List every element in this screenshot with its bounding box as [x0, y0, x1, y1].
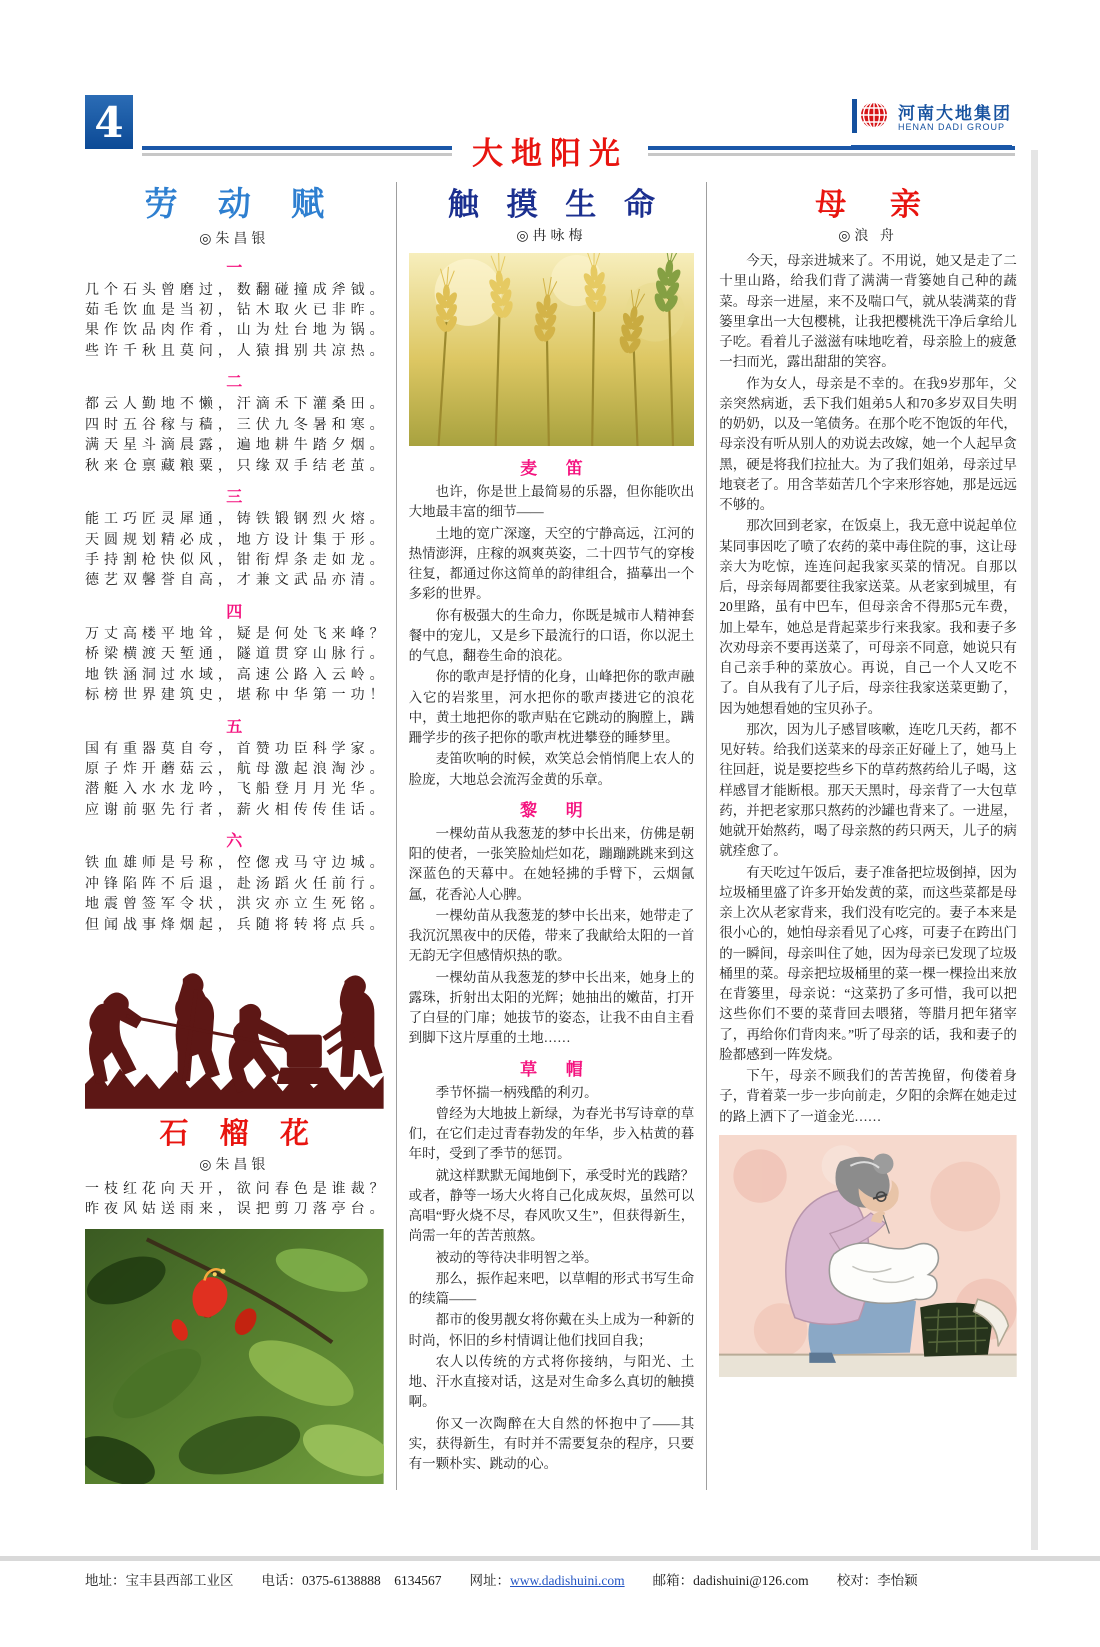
- poem-line: 天圆规划精必成，地方设计集于形。: [85, 532, 384, 548]
- poem-lines: [85, 395, 384, 477]
- section-heading: 麦 笛: [520, 459, 595, 479]
- paragraph: 一棵幼苗从我葱茏的梦中长出来，仿佛是朝阳的使者，一张笑脸灿烂如花，蹦蹦跳跳来到这深蓝色的天幕中。在她轻拂的手臂下，云烟氤氲，花香沁人心脾。: [408, 825, 695, 902]
- poem-line: 一枝红花向天开，欲问春色是谁裁？: [85, 1181, 384, 1197]
- poem-line: 能工巧匠灵犀通，铸铁锻钢烈火熔。: [85, 512, 384, 528]
- mother-sewing-illustration: [719, 1135, 1017, 1377]
- poem-line: 秋来仓禀藏粮粟，只缘双手结老茧。: [85, 458, 384, 474]
- labor-woodcut-illustration: [85, 944, 384, 1109]
- poem-line: 应谢前驱先行者，薪火相传传佳话。: [85, 802, 384, 818]
- section-number: 四: [226, 603, 243, 621]
- footer-divider: [0, 1556, 1100, 1561]
- poem-line: 冲锋陷阵不后退，赴汤蹈火任前行。: [85, 876, 384, 892]
- section-heading: 草 帽: [520, 1059, 595, 1079]
- section-number: 一: [226, 259, 243, 277]
- paragraph: 被动的等待决非明智之举。: [435, 1249, 598, 1265]
- poem-line: 果作饮品肉作肴，山为灶台地为锅。: [85, 323, 384, 339]
- poem-section-6: [85, 828, 384, 936]
- section-number: 六: [226, 833, 243, 851]
- paragraph: 你的歌声是抒情的化身，山峰把你的歌声融入它的岩浆里，河水把你的歌声搂进它的浪花中，黄土地把你的歌声贴在它跳动的胸膛上，蹒跚学步的孩子把你的歌声枕进攀登的睡梦里。: [408, 669, 695, 746]
- paragraph: 你有极强大的生命力，你既是城市人精神套餐中的宠儿，又是乡下最流行的口语，你以泥土的气息，翻卷生命的浪花。: [408, 607, 695, 664]
- footer-website: 网址：www.dadishuini.com: [469, 1573, 625, 1588]
- poem-line: 铁血雄师是号称，倥偬戎马守边城。: [85, 856, 384, 872]
- logo-company-name: 河南大地集团: [898, 103, 1012, 123]
- paragraph: 也许，你是世上最简易的乐器，但你能吹出大地最丰富的细节——: [408, 484, 695, 520]
- paragraph: 农人以传统的方式将你接纳，与阳光、土地、汗水直接对话，这是对生命多么真切的触摸啊。: [408, 1353, 695, 1410]
- column-middle: [396, 182, 707, 1490]
- poem-line: 地铁涵洞过水域，高速公路入云岭。: [85, 667, 384, 683]
- poem-section-2: [85, 369, 384, 477]
- page-content: [85, 182, 1017, 1490]
- poem-line: 昨夜风姑送雨来，误把剪刀落亭台。: [85, 1202, 384, 1218]
- pomegranate-flower-photo: [85, 1229, 384, 1484]
- footer-phone: 电话：0375-6138888 6134567: [261, 1573, 442, 1588]
- paragraph: 都市的俊男靓女将你戴在头上成为一种新的时尚，怀旧的乡村情调让他们找回自我；: [408, 1312, 695, 1348]
- poem-line: 万丈高楼平地耸，疑是何处飞来峰？: [85, 626, 384, 642]
- poem-line: 些许千秋且莫问，人猿揖别共凉热。: [85, 343, 384, 359]
- section-paragraphs: [409, 1083, 695, 1475]
- page-number: 4: [85, 95, 133, 149]
- poem-section-3: [85, 484, 384, 592]
- paragraph: 有天吃过午饭后，妻子准备把垃圾倒掉，因为垃圾桶里盛了许多开始发黄的菜，而这些菜都是母亲上次从老家背来，我们没有吃完的。妻子本来是很小心的，她怕母亲看见了心疼，可妻子在跨出门的一瞬间，母亲叫住了她，因为母亲已发现了垃圾桶里的菜。母亲把垃圾桶里的菜一棵一棵捡出来放在背篓里，母亲说：“这菜扔了多可惜，我可以把这些你们不要的菜背回去喂猪，等腊月把年猪宰了，再给你们背肉来。”听了母亲的话，我和妻子的脸都感到一阵发烧。: [719, 864, 1017, 1062]
- paragraph: 今天，母亲进城来了。不用说，她又是走了二十里山路，给我们背了满满一背篓她自己种的蔬菜。母亲一进屋，来不及喘口气，就从装满菜的背篓里拿出一大包樱桃，让我把樱桃洗干净后拿给儿子吃。看着儿子滋滋有味地吃着，母亲脸上的疲惫一扫而光，露出甜甜的笑容。: [719, 253, 1017, 370]
- section-paragraphs: [409, 482, 695, 790]
- poem-line: 满天星斗滴晨露，遍地耕牛踏夕烟。: [85, 438, 384, 454]
- poem-section-4: [85, 599, 384, 707]
- paragraph: 下午，母亲不顾我们的苦苦挽留，佝偻着身子，背着菜一步一步向前走，夕阳的余辉在她走过的路上洒下了一道金光……: [719, 1068, 1017, 1124]
- essay-section-maidi: [409, 454, 695, 790]
- article-paragraphs: [719, 251, 1017, 1127]
- poem-line: 标榜世界建筑史，堪称中华第一功！: [85, 688, 384, 704]
- poem-line: 地震曾签军令状，洪灾亦立生死铭。: [85, 897, 384, 913]
- poem-lines: [85, 740, 384, 822]
- poem-line: 都云人勤地不懒，汗滴禾下灌桑田。: [85, 397, 384, 413]
- paragraph: 一棵幼苗从我葱茏的梦中长出来，她身上的露珠，折射出太阳的光辉；她抽出的嫩苗，打开了白昼的门扉；她拔节的姿态，让我不由自主看到脚下这片厚重的土地……: [408, 969, 695, 1046]
- poem-lines: [85, 510, 384, 592]
- article-title-chumoshengming: 触 摸 生 命: [447, 187, 666, 222]
- website-link[interactable]: www.dadishuini.com: [510, 1573, 625, 1588]
- paragraph: 季节怀揣一柄残酷的利刃。: [435, 1084, 598, 1100]
- paragraph: 一棵幼苗从我葱茏的梦中长出来，她带走了我沉沉黑夜中的厌倦，带来了我献给太阳的一首无韵无字但感情炽热的歌。: [408, 907, 695, 964]
- paragraph: 麦笛吹响的时候，欢笑总会悄悄爬上农人的脸庞，大地总会流泻金黄的乐章。: [408, 751, 695, 787]
- masthead-title: 大地阳光: [452, 128, 648, 173]
- poem-line: 茹毛饮血是当初，钻木取火已非昨。: [85, 303, 384, 319]
- section-paragraphs: [409, 824, 695, 1049]
- poem-line: 原子炸开蘑菇云，航母激起浪淘沙。: [85, 762, 384, 778]
- page-edge-shadow: [1031, 150, 1038, 1550]
- article-title-laodongfu: 劳 动 赋: [144, 187, 341, 223]
- essay-section-caomao: [409, 1055, 695, 1475]
- poem-line: 潜艇入水水龙吟，飞船登月月光华。: [85, 782, 384, 798]
- footer-email: 邮箱：dadishuini@126.com: [652, 1573, 809, 1588]
- article-author: ◎朱昌银: [199, 231, 270, 247]
- paragraph: 曾经为大地披上新绿，为春光书写诗章的草们，在它们走过青春勃发的年华，步入枯黄的暮年时，受到了季节的惩罚。: [408, 1105, 695, 1162]
- poem-line: 手持割枪快似风，钳衔焊条走如龙。: [85, 552, 384, 568]
- section-number: 五: [226, 718, 243, 736]
- poem-line: 但闻战事烽烟起，兵随将转将点兵。: [85, 917, 384, 933]
- wheat-field-photo: [409, 253, 695, 446]
- poem-line: 桥梁横渡天堑通，隧道贯穿山脉行。: [85, 647, 384, 663]
- paragraph: 土地的宽广深邃，天空的宁静高远，江河的热情澎湃，庄稼的飒爽英姿，二十四节气的穿梭往复，都通过你这简单的韵律组合，描摹出一个多彩的世界。: [408, 525, 695, 602]
- article-author: ◎冉咏梅: [516, 229, 587, 245]
- company-logo: [851, 97, 1012, 148]
- section-heading: 黎 明: [520, 800, 595, 820]
- poem-lines: [85, 1180, 384, 1221]
- footer: [85, 1569, 1030, 1589]
- poem-section-1: [85, 255, 384, 363]
- poem-lines: [85, 281, 384, 363]
- article-author: ◎朱昌银: [199, 1157, 270, 1173]
- paragraph: 你又一次陶醉在大自然的怀抱中了——其实，获得新生，有时并不需要复杂的程序，只要有一颗朴实、跳动的心。: [408, 1415, 695, 1472]
- paragraph: 那次回到老家，在饭桌上，我无意中说起单位某同事因吃了喷了农药的菜中毒住院的事，这让母亲大为吃惊，连连问起我家买菜的情况。自那以后，母亲每周都要往我家送菜。从老家到城里，有20里路，虽有中巴车，但母亲舍不得那5元车费，加上晕车，她总是背起菜步行来我家。我和妻子多次劝母亲不要再送菜了，可母亲不同意，她说只有自己亲手种的菜放心。再说，自己一个人又吃不了。自从我有了儿子后，母亲往我家送菜更勤了，因为她想看她的宝贝孙子。: [719, 518, 1017, 716]
- poem-line: 德艺双馨誉自高，才兼文武品亦清。: [85, 573, 384, 589]
- poem-lines: [85, 625, 384, 707]
- article-author: ◎浪 舟: [838, 229, 898, 245]
- poem-line: 几个石头曾磨过，数翻碰撞成斧钺。: [85, 282, 384, 298]
- poem-section-5: [85, 714, 384, 822]
- footer-address: 地址：宝丰县西部工业区: [85, 1573, 234, 1588]
- paragraph: 那次，因为儿子感冒咳嗽，连吃几天药，都不见好转。给我们送菜来的母亲正好碰上了，她马上往回赶，说是要挖些乡下的草药熬药给儿子喝，这样感冒才能断根。那天天黑时，母亲背了一大包草药，并把老家那只熬药的沙罐也背来了。一进屋，她就开始熬药，喝了母亲熬的药只两天，儿子的病就痊愈了。: [719, 721, 1017, 859]
- logo-globe-icon: [851, 97, 891, 140]
- column-right: [706, 182, 1017, 1490]
- section-number: 三: [226, 489, 243, 507]
- paragraph: 那么，振作起来吧，以草帽的形式书写生命的续篇——: [408, 1270, 695, 1307]
- column-left: [85, 182, 396, 1490]
- essay-section-liming: [409, 796, 695, 1049]
- poem-line: 国有重器莫自夸，首赞功臣科学家。: [85, 741, 384, 757]
- poem-lines: [85, 854, 384, 936]
- poem-line: 四时五谷稼与穑，三伏九冬暑和寒。: [85, 417, 384, 433]
- paragraph: 作为女人，母亲是不幸的。在我9岁那年，父亲突然病逝，丢下我们姐弟5人和70多岁双目失明的奶奶，以及一笔债务。在那个吃不饱饭的年代，母亲没有听从别人的劝说去改嫁，她一个人起早贪黑，硬是将我们拉扯大。为了我们姐弟，母亲过早地衰老了。用含莘茹苦几个字来形容她，那是远远不够的。: [719, 375, 1017, 513]
- section-number: 二: [226, 374, 243, 392]
- article-title-muqin: 母 亲: [815, 187, 939, 222]
- footer-proofreader: 校对：李怡颖: [836, 1573, 918, 1588]
- article-title-shiliuhua: 石 榴 花: [159, 1117, 322, 1150]
- paragraph: 就这样默默无闻地倒下，承受时光的践踏？或者，静等一场大火将自己化成灰烬，虽然可以高唱“野火烧不尽，春风吹又生”，但获得新生，尚需一年的苦苦煎熬。: [408, 1167, 695, 1244]
- logo-company-name-en: HENAN DADI GROUP: [898, 121, 1006, 132]
